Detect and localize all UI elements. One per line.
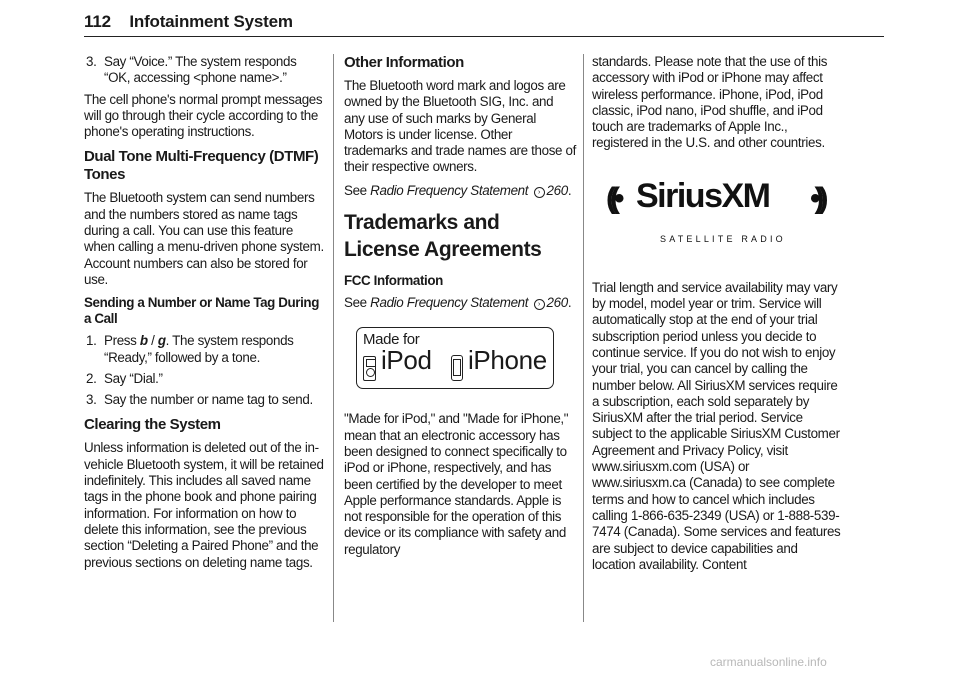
badge-iphone-label: iPhone <box>468 345 547 376</box>
paragraph-clearing: Unless information is deleted out of the in-vehicle Bluetooth system, it will be retained indefinitely. This includes all saved name tags in the phone book and phone pairing information. For information on how to delete this information, see the previous section “Deleting a Paired Phone” and the previous sections on deleting name tags. <box>84 440 324 570</box>
page-reference-icon: › <box>534 187 545 198</box>
heading-other-information: Other Information <box>344 54 464 71</box>
section-title: Infotainment System <box>129 12 293 31</box>
step-text: Say “Dial.” <box>104 370 163 386</box>
signal-waves-right-icon: •)) <box>810 181 823 215</box>
reference-link[interactable]: Radio Frequency Statement <box>370 295 529 311</box>
made-for-ipod-iphone-badge <box>356 327 554 389</box>
step-number: 2. <box>86 370 97 386</box>
step-text: Say the number or name tag to send. <box>104 392 313 408</box>
column-1 <box>84 54 324 578</box>
see-reference-1: See Radio Frequency Statement › 260. <box>344 182 572 198</box>
paragraph-prompt: The cell phone's normal prompt messages will go through their cycle according to the phone's operating instructions. <box>84 91 323 140</box>
page-number: 112 <box>84 12 111 31</box>
paragraph-made-for: "Made for iPod," and "Made for iPhone," mean that an electronic accessory has been designed to connect specifically to iPod or iPhone, respectively, and has been certified by the developer to meet Apple performance standards. Apple is not responsible for the operation of this device or its compliance with safety and regulatory <box>344 411 569 557</box>
step-number: 1. <box>86 333 97 349</box>
paragraph-standards: standards. Please note that the use of this accessory with iPod or iPhone may affect wireless performance. iPhone, iPod, iPod classic, iPod nano, iPod shuffle, and iPod touch are trademarks of Apple Inc., registered in the U.S. and other countries. <box>592 54 828 151</box>
siriusxm-wordmark: SiriusXM <box>636 176 770 215</box>
watermark: carmanualsonline.info <box>710 655 827 669</box>
iphone-icon <box>451 355 463 381</box>
signal-waves-left-icon: ((• <box>606 181 619 215</box>
voice-button-icon: g <box>157 333 166 349</box>
step-number: 3. <box>86 392 97 408</box>
paragraph-dtmf: The Bluetooth system can send numbers and the numbers stored as name tags during a call. You can use this feature when calling a menu-driven phone system. Account numbers can also be stored for use. <box>84 190 324 287</box>
page-reference-icon: › <box>534 299 545 310</box>
step-send <box>84 392 324 408</box>
subheading-sending: Sending a Number or Name Tag During a Call <box>84 295 319 327</box>
badge-made-for: Made for <box>363 331 420 349</box>
subheading-fcc: FCC Information <box>344 273 443 289</box>
header-rule <box>84 36 884 37</box>
column-2 <box>344 54 576 565</box>
step-voice <box>84 54 324 87</box>
heading-dtmf: Dual Tone Multi-Frequency (DTMF) Tones <box>84 148 319 184</box>
phone-button-icon: b <box>139 333 148 349</box>
step-text: Say “Voice.” The system responds “OK, accessing <phone name>.” <box>104 54 297 86</box>
page-header <box>84 12 884 32</box>
paragraph-other: The Bluetooth word mark and logos are owned by the Bluetooth SIG, Inc. and any use of such marks by General Motors is under license. Other trademarks and trade names are those of their respective owners. <box>344 78 576 175</box>
reference-link[interactable]: Radio Frequency Statement <box>370 182 529 198</box>
siriusxm-logo <box>606 176 838 244</box>
reference-page: 260 <box>546 182 568 198</box>
step-text: Press b / g. The system responds “Ready,” followed by a tone. <box>104 333 294 365</box>
step-dial <box>84 371 324 387</box>
heading-clearing: Clearing the System <box>84 416 221 434</box>
column-divider-2 <box>583 54 584 622</box>
column-3 <box>592 54 842 580</box>
badge-ipod-label: iPod <box>381 345 432 376</box>
column-divider-1 <box>333 54 334 622</box>
paragraph-trial: Trial length and service availability may vary by model, model year or trim. Service will automatically stop at the end of your trial subscription period unless you decide to continue service. If you do not wish to enjoy your trial, you can cancel by calling the number below. All SiriusXM services require a subscription, each sold separately by SiriusXM after the trial period. Service subject to the applicable SiriusXM Customer Agreement and Privacy Policy, visit www.siriusxm.com (USA) or www.siriusxm.ca (Canada) to see complete terms and how to cancel which includes calling 1-866-635-2349 (USA) or 1-888-539-7474 (Canada). Some services and features are subject to device capabilities and location availability. Content <box>592 279 841 572</box>
siriusxm-tagline: SATELLITE RADIO <box>660 233 786 244</box>
heading-trademarks: Trademarks and License Agreements <box>344 211 542 262</box>
step-number: 3. <box>86 54 97 69</box>
ipod-icon <box>363 356 376 381</box>
step-press <box>84 333 324 366</box>
reference-page: 260 <box>546 295 568 311</box>
see-reference-2: See Radio Frequency Statement › 260. <box>344 295 572 311</box>
